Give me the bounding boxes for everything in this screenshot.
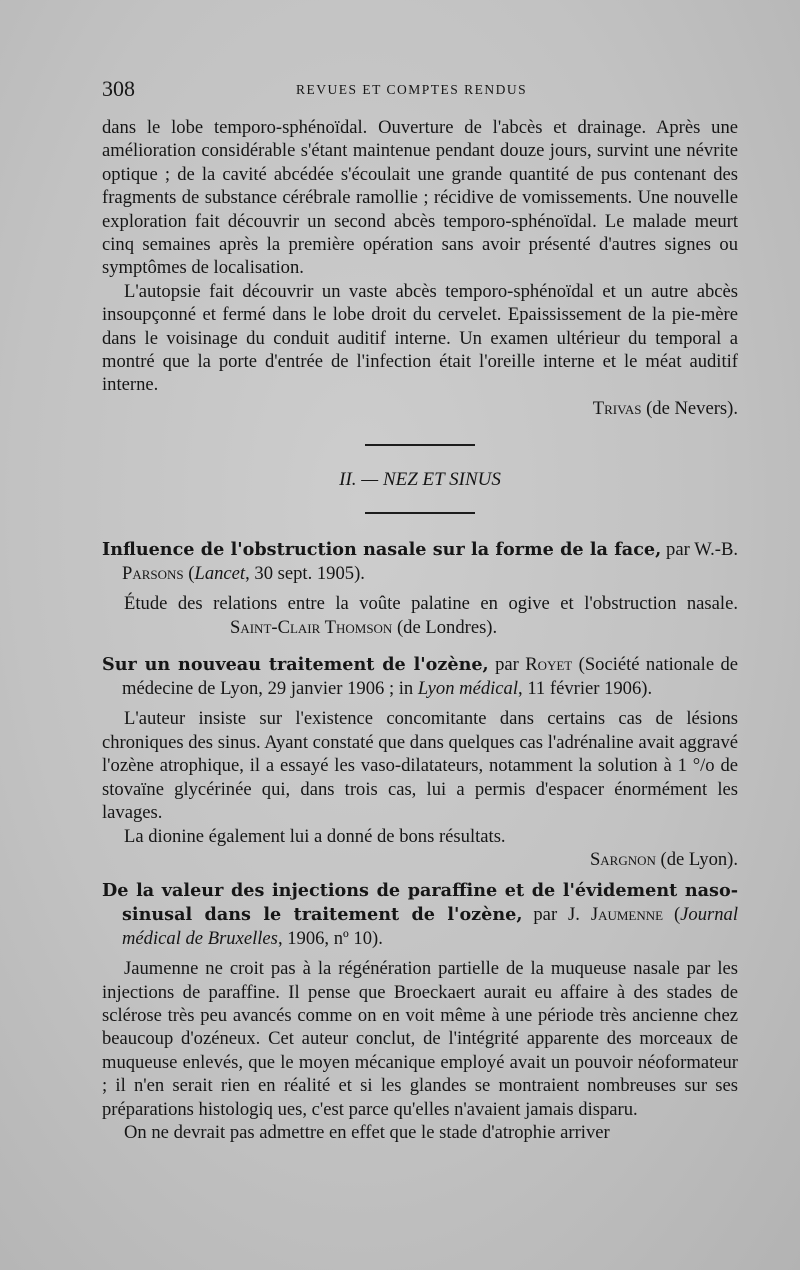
entry-heading <box>102 653 738 700</box>
entry-body <box>102 592 738 639</box>
entry-signature-name: Sargnon <box>589 848 656 870</box>
entry-signature-place: (de Lyon). <box>660 848 738 870</box>
entry-author: Parsons <box>122 562 184 584</box>
running-head: REVUES ET COMPTES RENDUS <box>296 82 528 97</box>
entry-by: par J. <box>522 903 591 925</box>
entry-journal: Lancet <box>194 562 246 584</box>
entry-body: L'auteur insiste sur l'existence concomitante dans certains cas de lésions chroniques des sinus. Ayant constaté que dans quelques cas l'adrénaline avait aggravé l'ozène atrophique, il a essayé les vaso-dilatateurs, notamment la solution à 1 °/o de stovaïne glycérinée qui, dans trois cas, lui a permis d'espacer énormément les lavages. <box>102 708 738 824</box>
entry-source-rest: , 11 février 1906). <box>518 677 653 699</box>
entry-title: Influence de l'obstruction nasale sur la forme de la face, <box>102 539 662 561</box>
entry-body-2: La dionine également lui a donné de bons résultats. <box>124 825 506 847</box>
entry-signature-name: Saint-Clair Thomson <box>230 616 393 638</box>
entry-source-rest: , 30 sept. 1905). <box>245 562 365 584</box>
autopsy-paragraph: L'autopsie fait découvrir un vaste abcès temporo-sphénoïdal et un autre abcès insoupçonné et fermé dans le lobe droit du cervelet. Epaississement de la pie-mère dans le voisinage du conduit auditif interne. Un examen ultérieur du temporal a montré que la porte d'entrée de l'infection était l'oreille interne et le méat auditif interne. <box>102 280 738 396</box>
entry-source: ( <box>663 903 681 925</box>
entry-source: (Société nationale de médecine de Lyon, 29 janvier 1906 ; in <box>122 654 739 699</box>
section-title: II. — NEZ ET SINUS <box>339 469 501 491</box>
entry-author: Royet <box>525 654 573 676</box>
section-rule-top <box>365 444 475 446</box>
signature-trivas <box>102 397 738 420</box>
entry-body-2: On ne devrait pas admettre en effet que le stade d'atrophie arriver <box>124 1121 610 1143</box>
review-entry <box>102 879 738 1144</box>
review-entry <box>102 653 738 871</box>
entry-by: par <box>488 654 526 676</box>
entry-signature-place: (de Londres). <box>396 616 498 638</box>
entry-source-rest: , 1906, nº 10). <box>277 927 383 949</box>
entry-body-text: Étude des relations entre la voûte palatine en ogive et l'obstruction nasale. <box>124 593 738 615</box>
entry-heading <box>102 879 738 950</box>
page-content <box>102 76 738 1144</box>
review-entry <box>102 538 738 639</box>
entry-source: ( <box>183 562 195 584</box>
section-rule-bottom <box>365 512 475 514</box>
continued-paragraph: dans le lobe temporo-sphénoïdal. Ouverture de l'abcès et drainage. Après une amélioration considérable s'étant maintenue pendant douze jours, survint une névrite optique ; de la cavité abcédée s'écoulait une grande quantité de pus contenant des fragments de substance cérébrale ramollie ; récidive de vomissements. Une nouvelle exploration fait découvrir un second abcès temporo-sphénoïdal. Le malade meurt cinq semaines après la première opération sans avoir présenté d'autres signes ou symptômes de localisation. <box>102 117 738 279</box>
entry-signature <box>102 848 738 871</box>
entry-body: Jaumenne ne croit pas à la régénération partielle de la muqueuse nasale par les injections de paraffine. Il pense que Broeckaert aurait eu affaire à des stades de sclérose très peu avancés comme on en voit même à une période très ancienne chez beaucoup d'ozéneux. Cet auteur conclut, de l'intégrité apparente des morceaux de muqueuse enlevés, que le moyen mécanique employé avait un pouvoir néoformateur ; il n'en serait rien en réalité et si les glandes se montraient nombreuses sur ses préparations histologiq ues, c'est parce qu'elles n'avaient jamais disparu. <box>102 958 738 1120</box>
signature-place: (de Nevers). <box>646 397 738 419</box>
entry-journal: Lyon médical <box>417 677 519 699</box>
signature-name: Trivas <box>592 397 642 419</box>
entry-by: par W.-B. <box>661 539 738 561</box>
entry-title: De la valeur des injections de paraffine et de l'évidement naso-sinusal dans le traitement de l'ozène, <box>102 880 738 925</box>
page-header <box>102 76 738 116</box>
entry-author: Jaumenne <box>590 903 664 925</box>
entry-heading <box>102 538 738 585</box>
entry-journal: Journal médical de Bruxelles <box>122 903 739 949</box>
entry-title: Sur un nouveau traitement de l'ozène, <box>102 654 489 676</box>
page-number: 308 <box>102 76 135 101</box>
